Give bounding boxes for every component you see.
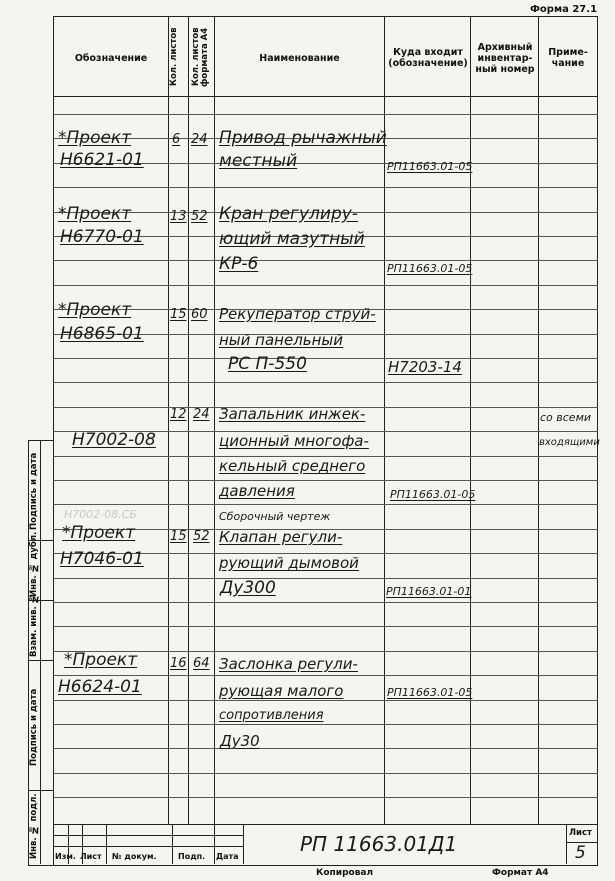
row-name-line: Заслонка регули- bbox=[219, 655, 358, 673]
row-rule bbox=[53, 724, 598, 725]
row-name-line: Сборочный чертеж bbox=[219, 510, 331, 523]
row-name-line: Ду30 bbox=[220, 732, 260, 750]
row-designation-line: Н6621-01 bbox=[60, 150, 144, 170]
row-where: РП11663.01-05 bbox=[387, 262, 473, 275]
row-designation-line: Н7002-08.СБ bbox=[64, 508, 137, 521]
row-a4: 52 bbox=[193, 529, 210, 544]
row-a4: 52 bbox=[191, 209, 208, 224]
sheet-number: 5 bbox=[575, 843, 586, 863]
row-rule bbox=[53, 626, 598, 627]
row-rule bbox=[53, 578, 598, 579]
row-rule bbox=[53, 773, 598, 774]
row-rule bbox=[53, 797, 598, 798]
row-rule bbox=[53, 602, 598, 603]
row-where: РП11663.01-01 bbox=[386, 585, 472, 598]
row-where: РП11663.01-05 bbox=[387, 686, 473, 699]
side-label-podp-data1: Подпись и дата bbox=[29, 452, 39, 530]
row-a4: 24 bbox=[191, 132, 208, 147]
row-note-line: входящими bbox=[539, 437, 600, 448]
row-designation-line: *Проект bbox=[58, 204, 132, 224]
footer-copied: Копировал bbox=[316, 868, 374, 878]
row-where: РП11663.01-05 bbox=[387, 160, 473, 173]
row-name-line: рующая малого bbox=[219, 682, 344, 700]
row-designation-line: Н6770-01 bbox=[60, 227, 144, 247]
row-designation-line: Н6624-01 bbox=[58, 677, 142, 697]
row-designation-line: Н7002-08 bbox=[72, 430, 156, 450]
row-name-line: Привод рычажный bbox=[219, 128, 387, 148]
form-label: Форма 27.1 bbox=[530, 4, 598, 15]
row-sheets: 13 bbox=[170, 209, 187, 224]
side-label-podp-data2: Подпись и дата bbox=[29, 688, 39, 767]
row-name-line: кельный среднего bbox=[219, 457, 366, 475]
row-name-line: ный панельный bbox=[219, 331, 344, 349]
row-name-line: Кран регулиру- bbox=[219, 204, 358, 224]
row-sheets: 15 bbox=[170, 529, 187, 544]
row-rule bbox=[53, 480, 598, 481]
row-name-line: Запальник инжек- bbox=[219, 405, 366, 423]
header-notes: Приме-чание bbox=[548, 47, 588, 69]
row-name-line: давления bbox=[219, 482, 295, 500]
row-rule bbox=[53, 114, 598, 115]
header-where-used: Куда входит (обозначение) bbox=[388, 47, 468, 69]
row-rule bbox=[53, 285, 598, 286]
header-sheets-a4: Кол. листов формата А4 bbox=[191, 27, 210, 87]
row-a4: 24 bbox=[193, 407, 210, 422]
header-sheets-count: Кол. листов bbox=[169, 27, 179, 87]
header-designation: Обозначение bbox=[74, 52, 148, 64]
title-data: Дата bbox=[216, 852, 239, 861]
row-name-line: сопротивления bbox=[219, 708, 324, 723]
footer-format: Формат А4 bbox=[492, 868, 549, 878]
row-sheets: 12 bbox=[170, 407, 187, 422]
row-rule bbox=[53, 748, 598, 749]
row-designation-line: Н7046-01 bbox=[60, 549, 144, 569]
row-rule bbox=[53, 260, 598, 261]
row-name-line: ционный многофа- bbox=[219, 432, 369, 450]
row-name-line: ющий мазутный bbox=[219, 229, 365, 249]
title-podp: Подп. bbox=[178, 852, 206, 861]
row-rule bbox=[53, 675, 598, 676]
row-a4: 60 bbox=[191, 307, 208, 322]
row-name-line: КР-6 bbox=[219, 254, 259, 274]
row-name-line: рующий дымовой bbox=[219, 554, 359, 572]
title-sheet-label: Лист bbox=[569, 828, 592, 838]
row-designation-line: Н6865-01 bbox=[60, 324, 144, 344]
row-sheets: 16 bbox=[170, 656, 187, 671]
row-designation-line: *Проект bbox=[64, 650, 138, 670]
title-list: Лист bbox=[80, 852, 102, 861]
row-name-line: местный bbox=[219, 151, 298, 171]
row-name-line: РС П-550 bbox=[228, 354, 307, 374]
row-designation-line: *Проект bbox=[58, 128, 132, 148]
row-where: РП11663.01-05 bbox=[390, 488, 476, 501]
row-sheets: 6 bbox=[172, 132, 181, 147]
row-name-line: Клапан регули- bbox=[219, 528, 343, 546]
row-designation-line: *Проект bbox=[58, 300, 132, 320]
header-name: Наименование bbox=[259, 52, 340, 64]
row-designation-line: *Проект bbox=[62, 523, 136, 543]
row-rule bbox=[53, 382, 598, 383]
header-archive-no: Архивный инвентар-ный номер bbox=[475, 41, 535, 75]
side-label-inv-podl: Инв. № подл. bbox=[29, 793, 39, 859]
side-label-vzam: Взам. инв. № bbox=[29, 593, 39, 657]
row-where: Н7203-14 bbox=[388, 358, 462, 376]
row-rule bbox=[53, 187, 598, 188]
row-name-line: Ду300 bbox=[220, 578, 276, 598]
row-rule bbox=[53, 358, 598, 359]
document-code: РП 11663.01Д1 bbox=[300, 832, 458, 856]
row-sheets: 15 bbox=[170, 307, 187, 322]
row-name-line: Рекуператор струй- bbox=[219, 305, 376, 323]
row-note-line: со всеми bbox=[540, 411, 592, 424]
title-doc-no: № докум. bbox=[112, 852, 157, 861]
row-a4: 64 bbox=[193, 656, 210, 671]
side-label-inv-dubl: Инв. № дубл. bbox=[29, 531, 39, 597]
title-izm: Изм. bbox=[55, 852, 76, 861]
